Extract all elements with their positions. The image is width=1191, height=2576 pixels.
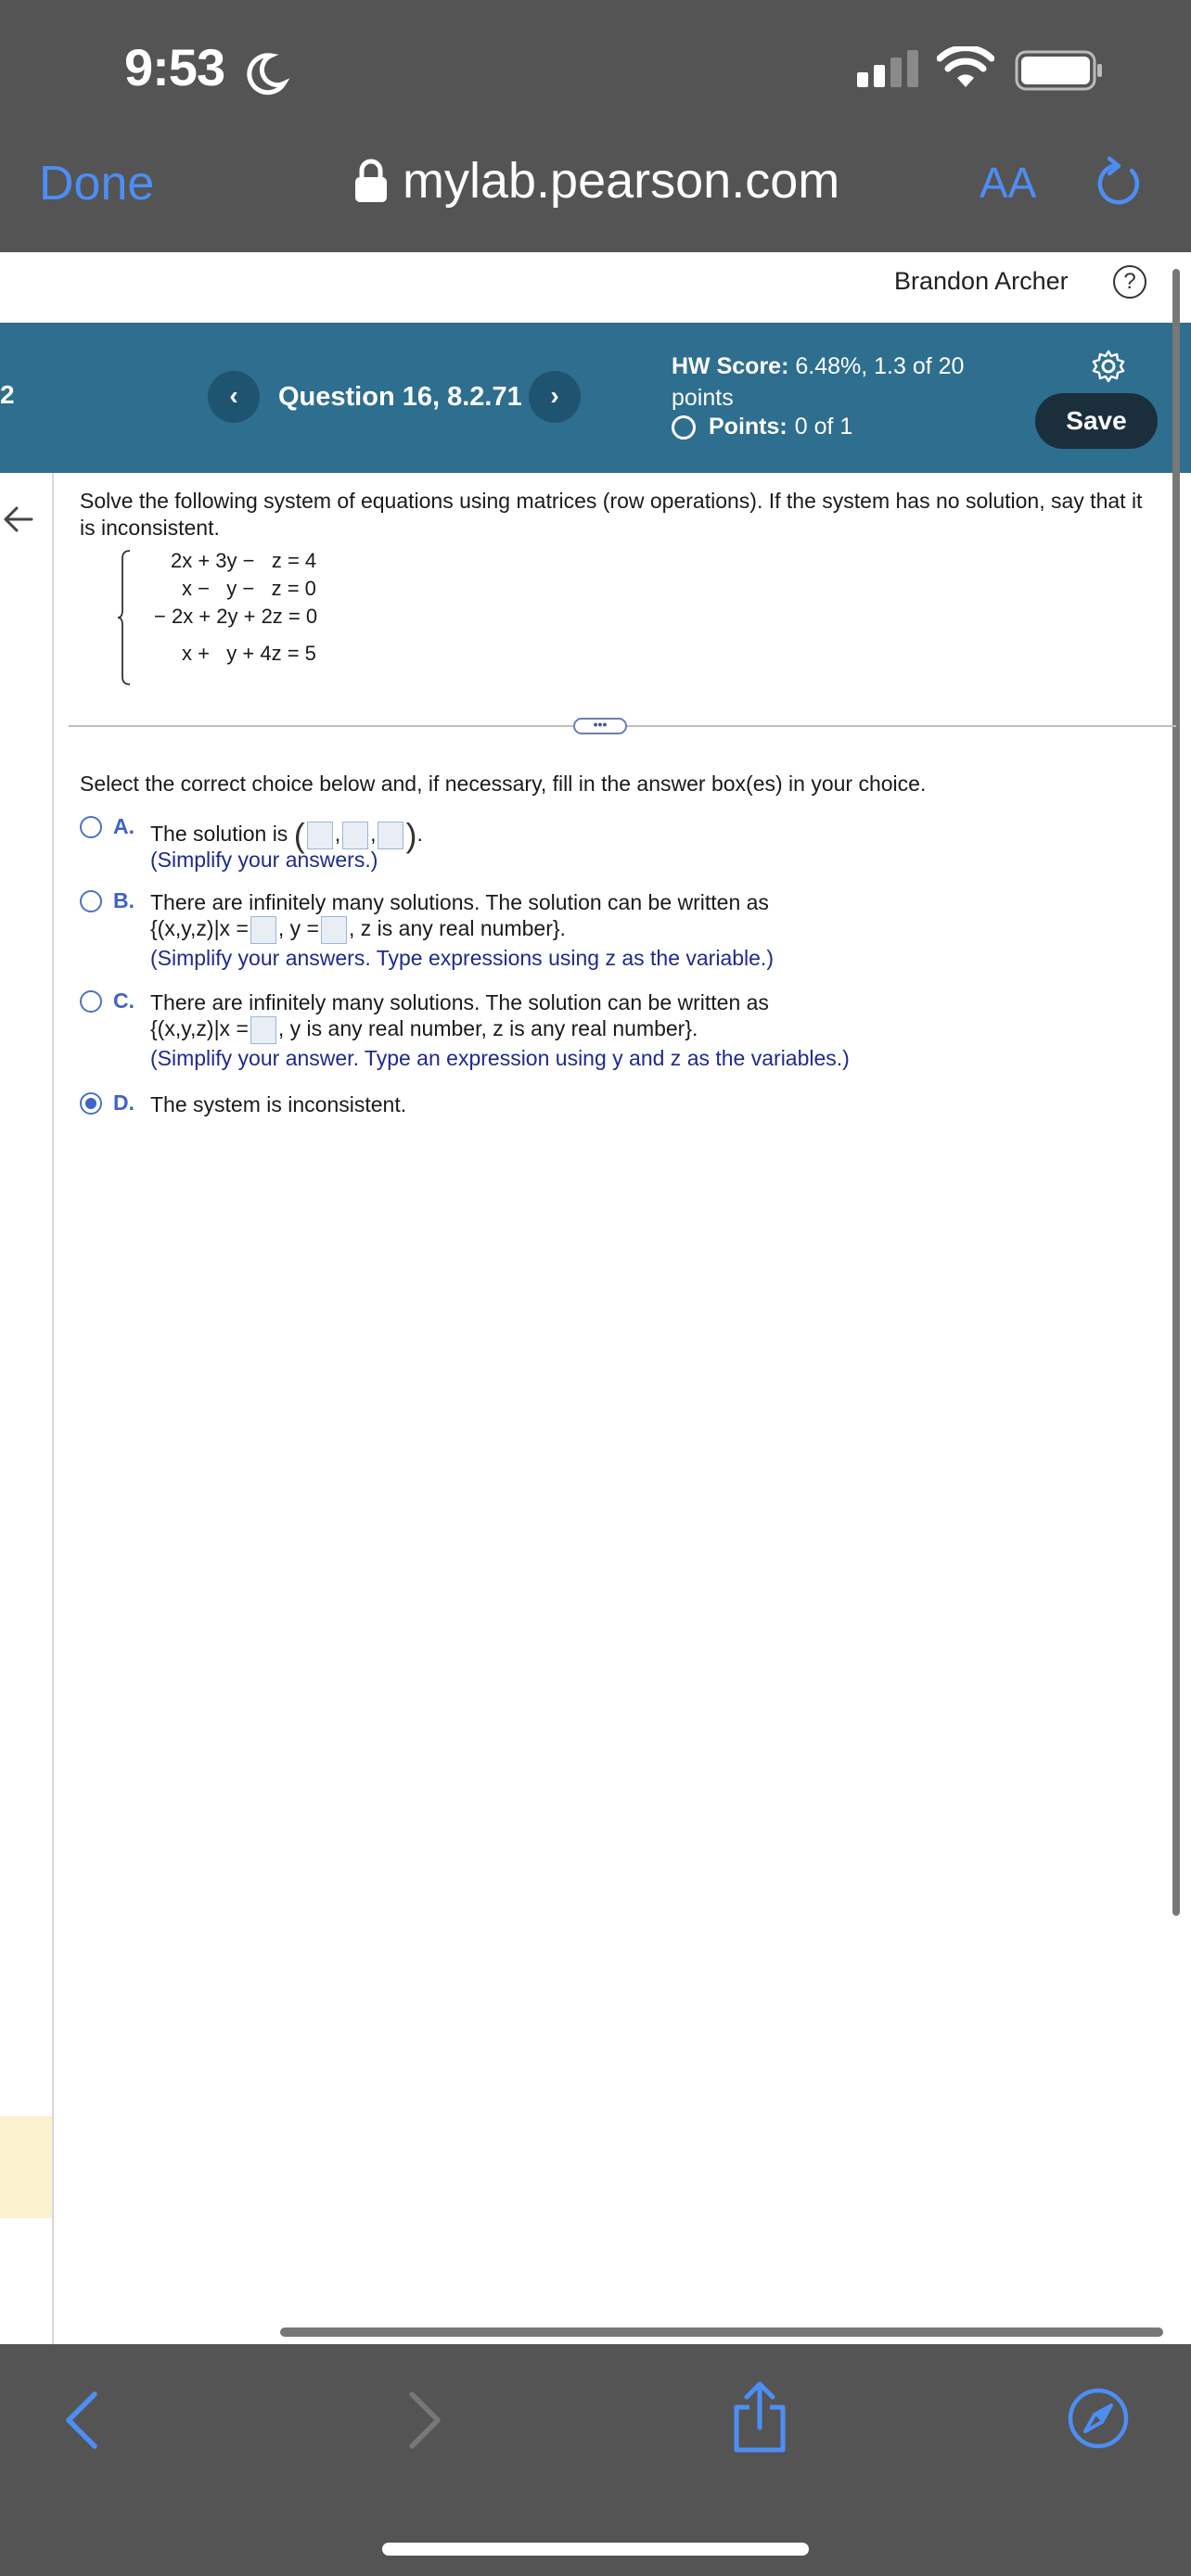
hw-score-label: HW Score: — [672, 353, 789, 379]
choice-b-set-open: {(x,y,z)|x = — [150, 916, 249, 941]
answer-box-c-x[interactable] — [250, 1016, 276, 1044]
choice-b-mid: , y = — [277, 916, 319, 941]
signal-icon — [857, 50, 922, 87]
status-time: 9:53 — [124, 38, 225, 96]
close-paren: ) — [405, 816, 417, 854]
hw-score-value: 6.48%, 1.3 of 20 — [795, 353, 965, 379]
left-panel-border — [52, 473, 54, 2344]
choice-c-letter: C. — [113, 988, 134, 1013]
points-label: Points: — [709, 414, 788, 440]
chevron-right-icon: › — [550, 381, 559, 410]
horizontal-scrollbar[interactable] — [280, 2327, 1163, 2337]
expand-more-button[interactable]: ••• — [573, 718, 627, 734]
equation-2: x − y − z = 0 — [182, 577, 316, 600]
home-indicator[interactable] — [382, 2543, 809, 2556]
reload-icon[interactable] — [1091, 156, 1146, 211]
points-status — [672, 414, 852, 440]
url-bar[interactable] — [352, 152, 839, 210]
answer-box-b-y[interactable] — [321, 916, 347, 944]
choice-b-radio[interactable] — [80, 890, 102, 912]
answer-box-y[interactable] — [342, 822, 368, 849]
help-button[interactable]: ? — [1113, 265, 1146, 299]
battery-icon — [1015, 50, 1104, 91]
answer-box-x[interactable] — [307, 822, 333, 849]
compass-icon[interactable] — [1067, 2387, 1130, 2450]
share-icon[interactable] — [731, 2381, 788, 2454]
choice-d-letter: D. — [113, 1090, 134, 1115]
user-name: Brandon Archer — [894, 267, 1069, 295]
choice-a-text: The solution is — [150, 822, 288, 847]
text-size-button[interactable]: AA — [980, 159, 1037, 207]
choice-c[interactable] — [80, 988, 1100, 1081]
choice-a-hint: (Simplify your answers.) — [150, 848, 378, 872]
points-value: 0 of 1 — [794, 414, 853, 440]
points-circle-icon — [672, 415, 696, 440]
choice-prompt: Select the correct choice below and, if necessary, fill in the answer box(es) in your choice. — [80, 772, 927, 796]
choice-a-letter: A. — [113, 814, 134, 838]
hw-score-unit: points — [672, 385, 734, 411]
choice-c-text: There are infinitely many solutions. The solution can be written as — [150, 990, 769, 1014]
open-paren: ( — [293, 816, 305, 854]
equation-4: x + y + 4z = 5 — [182, 642, 316, 665]
equation-system — [117, 549, 395, 688]
choice-d-text: The system is inconsistent. — [150, 1092, 407, 1116]
left-question-number: 2 — [0, 380, 15, 409]
previous-question-button[interactable] — [208, 371, 260, 423]
choice-c-radio[interactable] — [80, 990, 102, 1013]
answer-box-z[interactable] — [378, 822, 403, 849]
vertical-scrollbar[interactable] — [1172, 269, 1180, 1916]
hw-score — [672, 351, 978, 414]
equation-1: 2x + 3y − z = 4 — [171, 549, 317, 572]
lock-icon — [352, 158, 390, 204]
chevron-left-icon[interactable] — [61, 2389, 102, 2452]
ios-bottom-toolbar — [0, 2344, 1191, 2576]
choice-b[interactable] — [80, 888, 1100, 981]
question-header — [0, 323, 1191, 473]
choice-b-text: There are infinitely many solutions. The solution can be written as — [150, 890, 769, 914]
question-title: Question 16, 8.2.71 — [278, 382, 522, 412]
choice-d-radio[interactable] — [80, 1092, 102, 1115]
chevron-right-icon[interactable] — [404, 2389, 445, 2452]
left-brace — [117, 549, 132, 686]
moon-icon — [243, 50, 289, 96]
ios-top-bar — [0, 0, 1191, 252]
choice-b-tail: , z is any real number}. — [348, 916, 566, 941]
equation-3: − 2x + 2y + 2z = 0 — [154, 605, 318, 628]
choice-c-set-open: {(x,y,z)|x = — [150, 1016, 249, 1041]
user-bar — [0, 252, 1191, 323]
question-instructions: Solve the following system of equations using matrices (row operations). If the system has no solution, say that it is inconsistent. — [80, 489, 1143, 540]
chevron-left-icon: ‹ — [229, 381, 238, 410]
choice-c-tail: , y is any real number, z is any real number}. — [277, 1016, 698, 1041]
answer-box-b-x[interactable] — [250, 916, 276, 944]
wifi-icon — [937, 46, 994, 89]
done-button[interactable]: Done — [39, 157, 155, 210]
gear-icon[interactable] — [1091, 349, 1126, 384]
back-arrow-icon[interactable] — [0, 501, 37, 538]
choice-b-hint: (Simplify your answers. Type expressions using z as the variable.) — [150, 946, 774, 970]
choice-a-radio[interactable] — [80, 816, 102, 838]
next-question-button[interactable] — [529, 371, 581, 423]
choice-b-letter: B. — [113, 888, 134, 912]
choice-d[interactable] — [80, 1090, 1100, 1124]
url-text: mylab.pearson.com — [403, 153, 840, 209]
side-panel-tab[interactable] — [0, 2116, 52, 2218]
choice-c-hint: (Simplify your answer. Type an expression using y and z as the variables.) — [150, 1046, 850, 1070]
choice-a[interactable]: A. The solution is ( , , ). (Simplify your answers.) — [80, 814, 1100, 879]
save-button[interactable]: Save — [1035, 393, 1158, 449]
